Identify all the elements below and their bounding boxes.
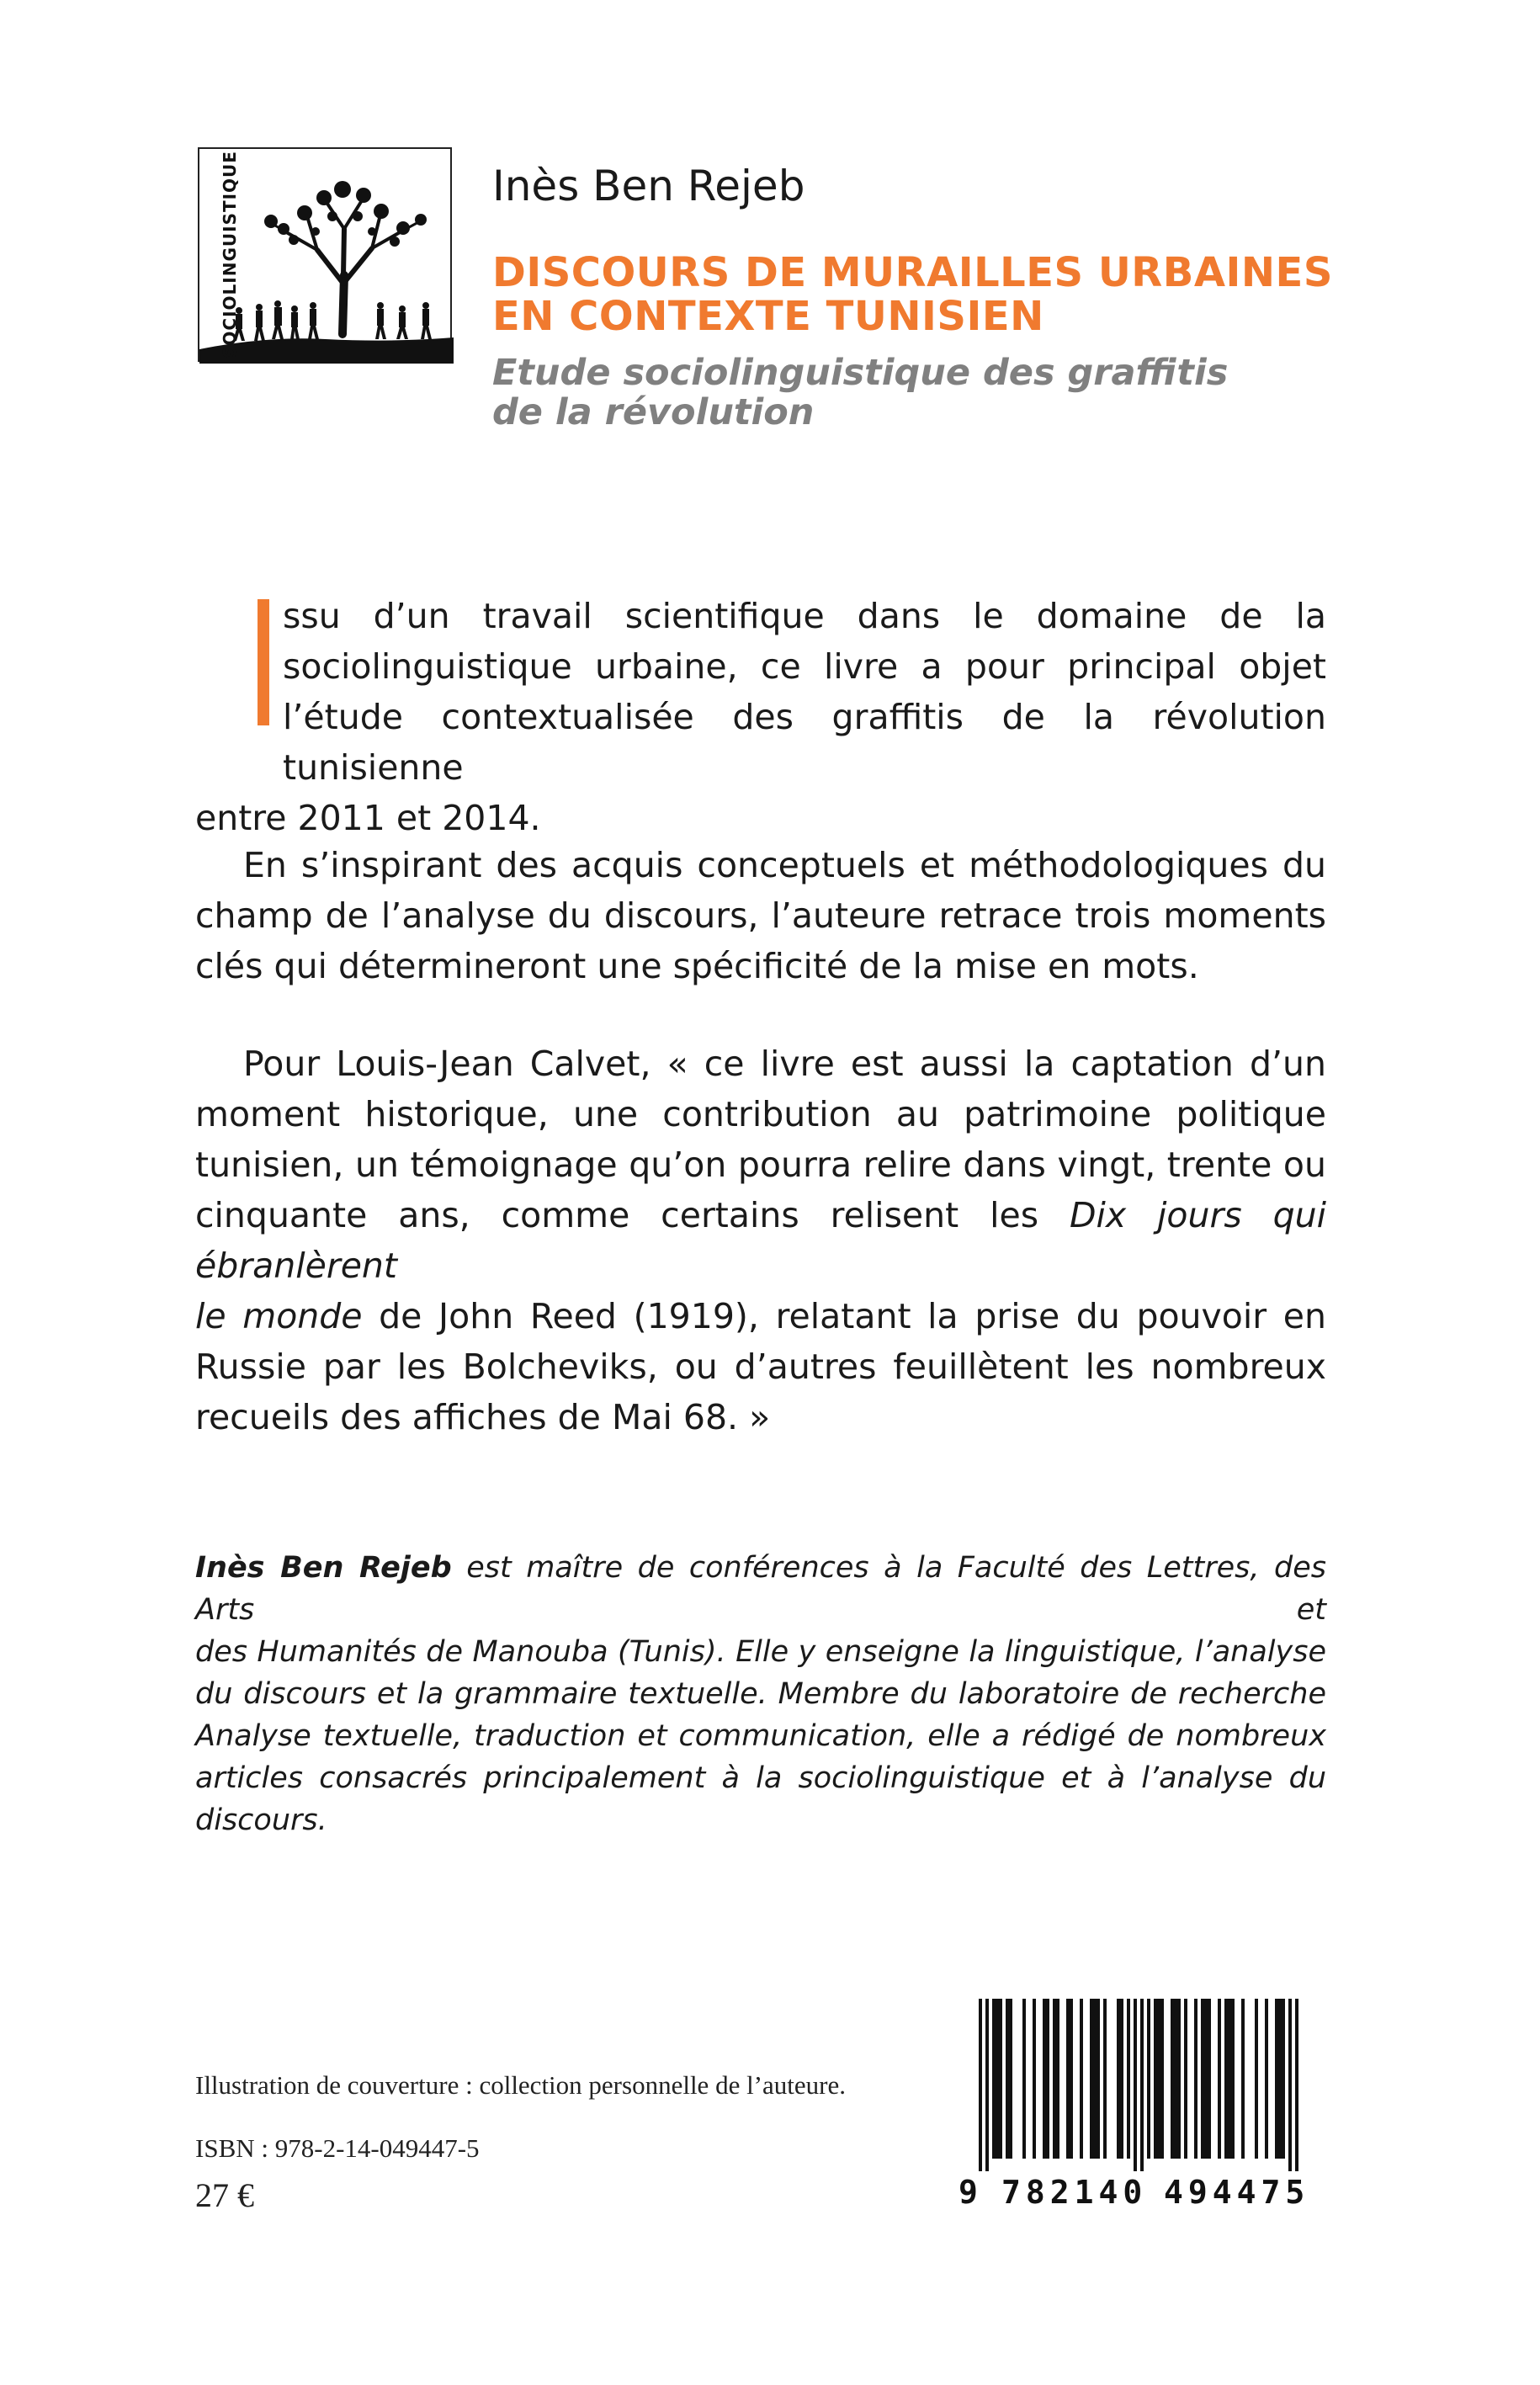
book-subtitle	[492, 353, 1418, 433]
barcode-bar	[1134, 1999, 1137, 2171]
barcode-bar	[1282, 1999, 1285, 2159]
barcode-bar	[1154, 1999, 1157, 2159]
paragraph-line: tunisien, un témoignage qu’on pourra relire dans vingt, trente ou	[195, 1145, 1326, 1185]
barcode-bar	[1093, 1999, 1097, 2159]
barcode-bar	[1184, 1999, 1187, 2159]
barcode-bar	[1241, 1999, 1245, 2159]
book-subtitle-line: Etude sociolinguistique des graffitis	[492, 352, 1229, 394]
barcode-bar	[1177, 1999, 1181, 2159]
bio-author-name: Inès Ben Rejeb	[195, 1551, 452, 1585]
barcode-bar	[1231, 1999, 1235, 2159]
barcode-bar	[1201, 1999, 1204, 2159]
paragraph-line: entre 2011 et 2014.	[195, 798, 541, 838]
book-reference: le monde	[195, 1296, 363, 1336]
barcode-bar	[1157, 1999, 1160, 2159]
line-text: cinquante ans, comme certains relisent les	[195, 1195, 1039, 1235]
barcode-bar	[1009, 1999, 1012, 2159]
barcode-bar	[985, 1999, 989, 2171]
barcode-bar	[996, 1999, 999, 2159]
barcode-bar	[1120, 1999, 1123, 2159]
book-reference: Dix jours qui ébranlèrent	[195, 1195, 1326, 1286]
author-bio	[195, 1547, 1326, 1841]
paragraph-line: En s’inspirant des acquis conceptuels et méthodologiques du	[243, 845, 1326, 885]
barcode-bar	[1228, 1999, 1231, 2159]
barcode-bar	[1255, 1999, 1258, 2159]
barcode-bar	[1288, 1999, 1292, 2171]
bio-line: discours.	[195, 1803, 327, 1837]
barcode-bar	[1140, 1999, 1144, 2171]
barcode-bar	[1090, 1999, 1093, 2159]
barcode-bar	[1171, 1999, 1174, 2159]
barcode-bar	[1218, 1999, 1221, 2159]
barcode-bar	[1103, 1999, 1107, 2159]
book-title-line: DISCOURS DE MURAILLES URBAINES	[492, 249, 1333, 296]
paragraph-line: sociolinguistique urbaine, ce livre a pour principal objet	[283, 646, 1326, 687]
paragraph-line: champ de l’analyse du discours, l’auteure retrace trois moments	[195, 895, 1326, 936]
barcode-bar	[1208, 1999, 1211, 2159]
bio-line: des Humanités de Manouba (Tunis). Elle y enseigne la linguistique, l’analyse	[195, 1635, 1326, 1669]
paragraph-line: Pour Louis-Jean Calvet, « ce livre est aussi la captation d’un	[243, 1044, 1326, 1084]
line-text: de John Reed (1919), relatant la prise du pouvoir en	[379, 1296, 1326, 1336]
bio-line: du discours et la grammaire textuelle. Membre du laboratoire de recherche	[195, 1677, 1326, 1711]
barcode-number	[947, 2171, 1334, 2213]
barcode-bar	[1194, 1999, 1197, 2159]
barcode-bar	[1046, 1999, 1049, 2159]
illustration-credit: Illustration de couverture : collection personnelle de l’auteure.	[195, 2070, 846, 2100]
barcode-bar	[999, 1999, 1002, 2159]
barcode-bar	[1127, 1999, 1130, 2159]
paragraph-line: l’étude contextualisée des graffitis de la révolution tunisienne	[283, 697, 1326, 788]
bio-line	[195, 1547, 1326, 1631]
barcode-bar	[1053, 1999, 1056, 2159]
barcode-digit-group: 782140	[1001, 2174, 1148, 2211]
barcode-bar	[979, 1999, 982, 2171]
barcode-bar	[1224, 1999, 1228, 2159]
barcode-bar	[1174, 1999, 1177, 2159]
book-title	[492, 251, 1418, 338]
barcode-bar	[1097, 1999, 1100, 2159]
barcode-bar	[1117, 1999, 1120, 2159]
bio-text: est maître de conférences à la Faculté des Lettres, des Arts et	[195, 1551, 1326, 1627]
barcode-bar	[1070, 1999, 1073, 2159]
author-name: Inès Ben Rejeb	[492, 162, 805, 210]
barcode-bar	[1160, 1999, 1164, 2159]
paragraph-line	[195, 1190, 1326, 1291]
paragraph-line: clés qui détermineront une spécificité de la mise en mots.	[195, 946, 1199, 986]
barcode-bar	[1022, 1999, 1026, 2159]
barcode-bar	[1204, 1999, 1208, 2159]
price: 27 €	[195, 2176, 254, 2214]
barcode-bar	[1043, 1999, 1046, 2159]
barcode-bar	[1147, 1999, 1150, 2159]
bio-line: Analyse textuelle, traduction et communication, elle a rédigé de nombreux	[195, 1719, 1326, 1753]
barcode-digit-group: 9	[959, 2174, 978, 2211]
book-title-line: EN CONTEXTE TUNISIEN	[492, 293, 1044, 340]
barcode-bar	[1080, 1999, 1083, 2159]
paragraph-line	[195, 1291, 1326, 1341]
barcode-bar	[1295, 1999, 1298, 2171]
barcode-bar	[992, 1999, 996, 2159]
barcode-bar	[1066, 1999, 1070, 2159]
barcode-bar	[1265, 1999, 1268, 2159]
paragraph-line: recueils des affiches de Mai 68. »	[195, 1397, 771, 1437]
isbn: ISBN : 978-2-14-049447-5	[195, 2133, 480, 2163]
barcode-digit-group: 494475	[1164, 2174, 1310, 2211]
paragraph-quote	[195, 1038, 1326, 1442]
paragraph-line: Russie par les Bolcheviks, ou d’autres feuillètent les nombreux	[195, 1347, 1326, 1387]
book-subtitle-line: de la révolution	[492, 391, 815, 433]
barcode-bar	[1056, 1999, 1059, 2159]
paragraph-line: ssu d’un travail scientifique dans le domaine de la	[283, 596, 1326, 636]
barcode-bar	[1275, 1999, 1278, 2159]
barcode-bars	[947, 1999, 1334, 2171]
barcode	[947, 1999, 1334, 2218]
bio-line: articles consacrés principalement à la sociolinguistique et à l’analyse du	[195, 1761, 1326, 1795]
barcode-bar	[1033, 1999, 1036, 2159]
series-label: SOCIOLINGUISTIQUE	[220, 151, 240, 359]
barcode-bar	[1006, 1999, 1009, 2159]
paragraph-line: moment historique, une contribution au patrimoine politique	[195, 1094, 1326, 1134]
barcode-bar	[1278, 1999, 1282, 2159]
paragraph-intro	[195, 591, 1326, 843]
paragraph-approach	[195, 840, 1326, 991]
